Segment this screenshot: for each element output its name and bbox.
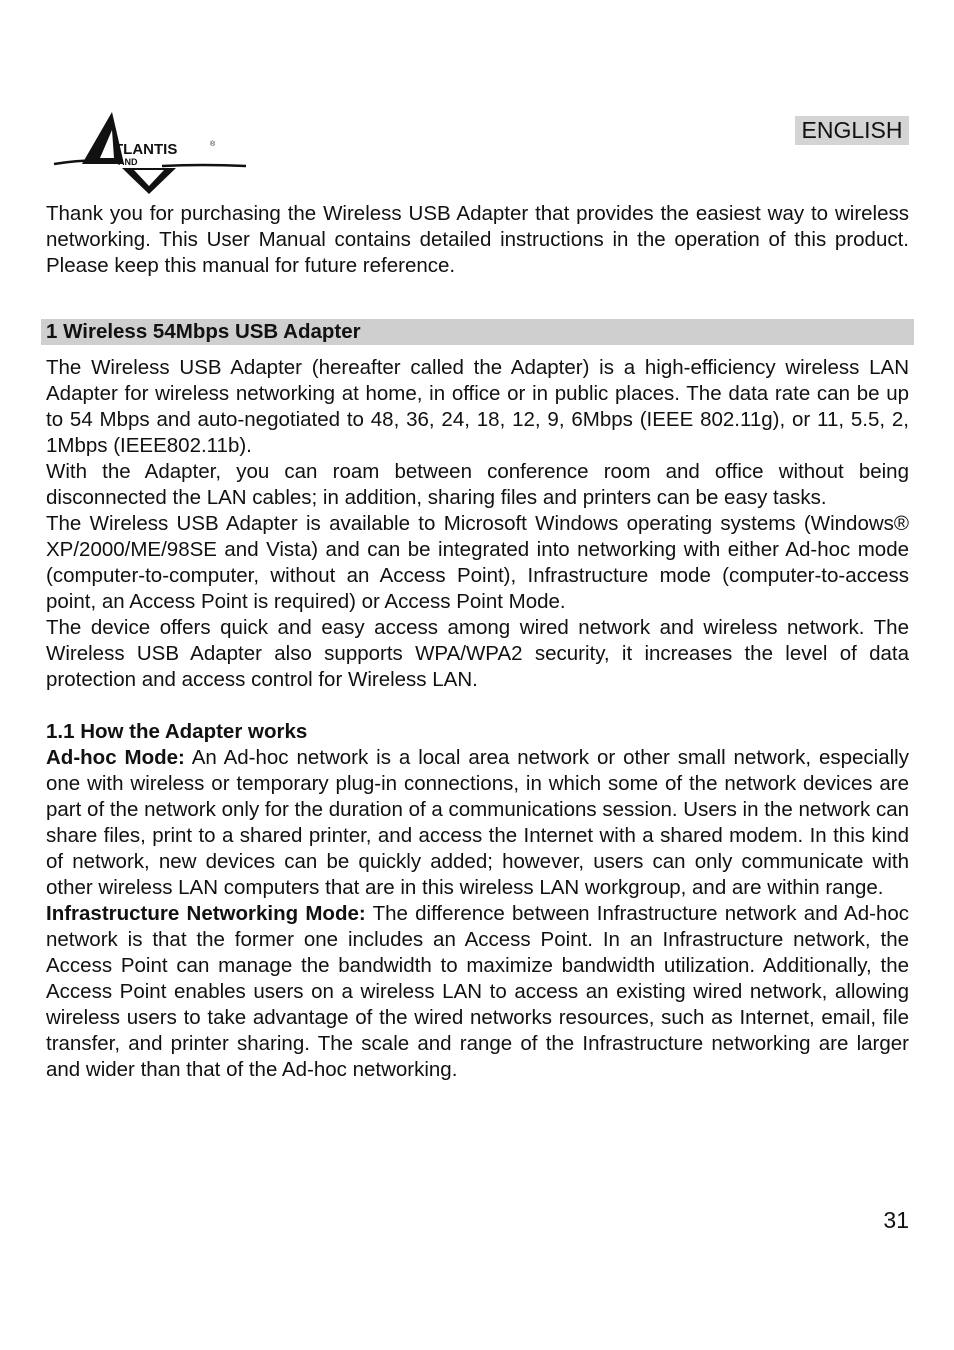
infrastructure-text: The difference between Infrastructure network and Ad-hoc network is that the former one includes an Access Point. In an Infrastructure network, the Access Point can manage the bandwidth to maximize bandwidth utilization. Additionally, the Access Point enables users on a wireless LAN to access an existing wired network, allowing wireless users to take advantage of the wired networks resources, such as Internet, email, file transfer, and printer sharing. The scale and range of the Infrastructure networking are larger and wider than that of the Ad-hoc networking. (46, 902, 910, 1081)
subsection-heading: 1.1 How the Adapter works (46, 720, 308, 743)
section-1-paragraph: The Wireless USB Adapter is available to Microsoft Windows operating systems (Windows® XP/2000/ME/98SE and Vista) and can be integrated into networking with either Ad-hoc mode (computer-to-computer, without an Access Point), Infrastructure mode (computer-to-access point, an Access Point is required) or Access Point Mode. (46, 512, 909, 613)
section-1-body (46, 355, 909, 1083)
atlantis-logo (52, 108, 248, 198)
language-label: ENGLISH (795, 116, 909, 145)
document-body (46, 201, 909, 279)
svg-text:TLANTIS: TLANTIS (114, 141, 178, 158)
infrastructure-paragraph (46, 901, 909, 1083)
section-1-paragraph: The device offers quick and easy access among wired network and wireless network. The Wireless USB Adapter also supports WPA/WPA2 security, it increases the level of data protection and access control for Wireless LAN. (46, 616, 909, 691)
infrastructure-label: Infrastructure Networking Mode: (46, 902, 366, 925)
adhoc-paragraph (46, 745, 909, 901)
page-number: 31 (883, 1207, 909, 1233)
section-1-paragraph: The Wireless USB Adapter (hereafter called the Adapter) is a high-efficiency wireless LAN Adapter for wireless networking at home, in office or in public places. The data rate can be up to 54 Mbps and auto-negotiated to 48, 36, 24, 18, 12, 9, 6Mbps (IEEE 802.11g), or 11, 5.5, 2, 1Mbps (IEEE802.11b). (46, 356, 909, 457)
svg-text:AND: AND (118, 157, 138, 167)
svg-text:®: ® (210, 141, 216, 148)
section-1-paragraph: With the Adapter, you can roam between conference room and office without being disconnected the LAN cables; in addition, sharing files and printers can be easy tasks. (46, 460, 909, 509)
adhoc-label: Ad-hoc Mode: (46, 746, 185, 769)
intro-paragraph: Thank you for purchasing the Wireless USB Adapter that provides the easiest way to wireless networking. This User Manual contains detailed instructions in the operation of this product. Please keep this manual for future reference. (46, 202, 909, 277)
section-heading: 1 Wireless 54Mbps USB Adapter (46, 320, 361, 343)
adhoc-text: An Ad-hoc network is a local area network or other small network, especially one with wireless or temporary plug-in connections, in which some of the network devices are part of the network only for the duration of a communications session. Users in the network can share files, print to a shared printer, and access the Internet with a shared modem. In this kind of network, new devices can be quickly added; however, users can only communicate with other wireless LAN computers that are in this wireless LAN workgroup, and are within range. (46, 746, 909, 899)
